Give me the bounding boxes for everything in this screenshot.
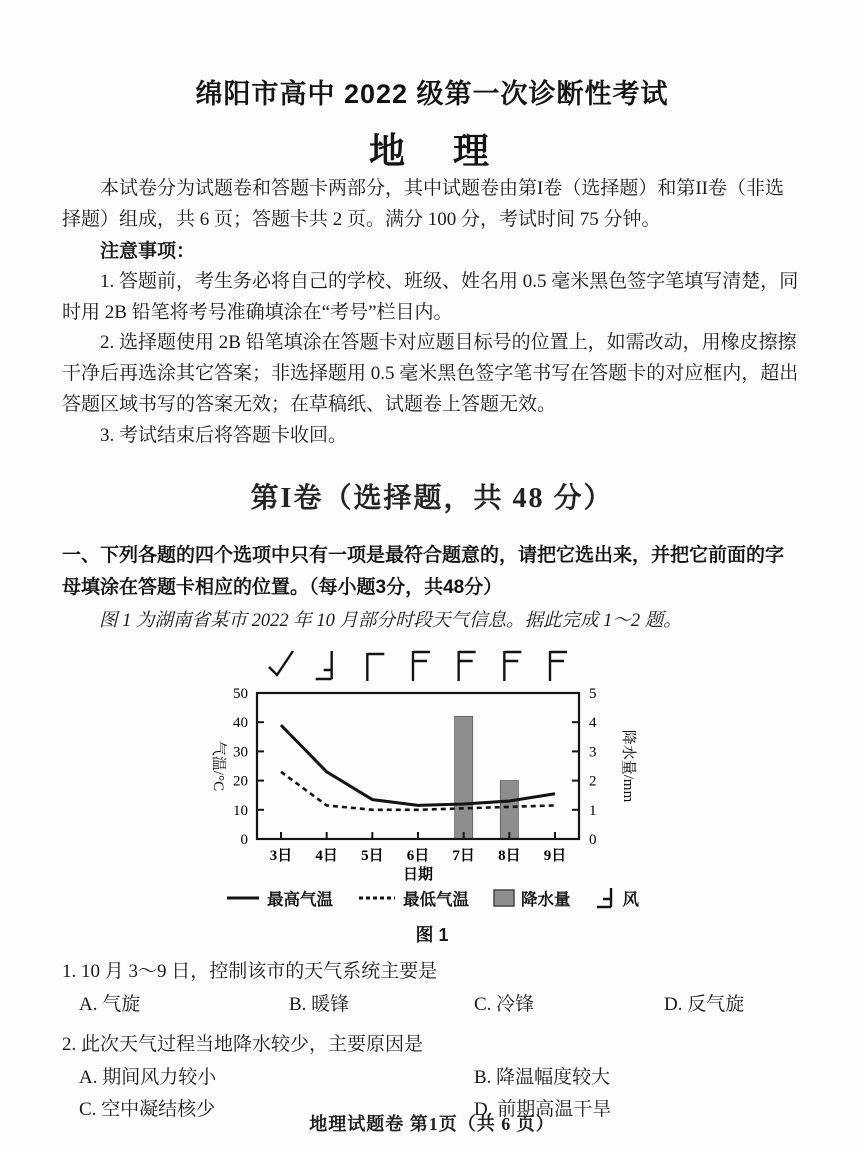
note-item-1: 1. 答题前，考生务必将自己的学校、班级、姓名用 0.5 毫米黑色签字笔填写清楚，同时用 2B 铅笔将考号准确填涂在“考号”栏目内。 [62, 270, 799, 323]
page-footer: 地理试题卷 第1页（共 6 页） [309, 1114, 555, 1134]
svg-text:5: 5 [589, 685, 597, 702]
dashed-line-icon [357, 892, 397, 904]
svg-text:10: 10 [233, 802, 248, 819]
question-1-options [62, 990, 802, 1020]
legend-item-max-temp [225, 886, 333, 910]
svg-text:气温/°C: 气温/°C [210, 740, 226, 791]
svg-text:50: 50 [233, 685, 248, 702]
svg-text:1: 1 [589, 802, 597, 819]
svg-text:0: 0 [240, 831, 248, 848]
question-1-option-c: C. 冷锋 [474, 993, 535, 1015]
svg-text:3: 3 [589, 744, 597, 761]
question-2-option-d: D. 前期高温干旱 [474, 1099, 612, 1121]
svg-text:7日: 7日 [452, 847, 475, 864]
question-2-option-a: A. 期间风力较小 [79, 1066, 217, 1088]
svg-text:40: 40 [233, 714, 248, 731]
svg-text:3日: 3日 [269, 847, 293, 864]
weather-chart-canvas [197, 641, 667, 885]
svg-text:20: 20 [233, 773, 248, 790]
question-1-option-a: A. 气旋 [79, 993, 141, 1015]
svg-text:9日: 9日 [543, 847, 567, 864]
note-item-2: 2. 选择题使用 2B 铅笔填涂在答题卡对应题目标号的位置上，如需改动，用橡皮擦擦干净后再选涂其它答案；非选择题用 0.5 毫米黑色签字笔书写在答题卡的对应框内，超出答题区域书写的答案无效；在草稿纸、试题卷上答题无效。 [62, 332, 799, 415]
intro-paragraph: 本试卷分为试题卷和答题卡两部分，其中试题卷由第I卷（选择题）和第II卷（非选择题）组成，共 6 页；答题卡共 2 页。满分 100 分，考试时间 75 分钟。 [62, 178, 784, 230]
legend-item-precipitation [493, 886, 571, 910]
question-2-stem: 2. 此次天气过程当地降水较少，主要原因是 [62, 1033, 424, 1055]
question-2-option-b: B. 降温幅度较大 [474, 1066, 611, 1088]
svg-text:30: 30 [233, 744, 248, 761]
legend-label: 风 [622, 890, 639, 909]
legend-label: 降水量 [521, 890, 571, 909]
svg-text:日期: 日期 [402, 866, 434, 883]
wind-barb-icon [595, 885, 617, 911]
note-item-3: 3. 考试结束后将答题卡收回。 [100, 424, 348, 446]
question-1-option-d: D. 反气旋 [664, 993, 745, 1015]
figure-1-caption: 图 1 [415, 924, 449, 945]
svg-text:4日: 4日 [315, 847, 338, 864]
legend-item-wind [595, 885, 640, 911]
legend-item-min-temp [357, 886, 469, 910]
solid-line-icon [225, 892, 261, 904]
svg-text:8日: 8日 [498, 847, 521, 864]
question-1-stem: 1. 10 月 3～9 日，控制该市的天气系统主要是 [62, 960, 438, 982]
figure-1-intro: 图 1 为湖南省某市 2022 年 10 月部分时段天气信息。据此完成 1～2 题。 [99, 611, 682, 632]
section-1-title: 第I卷（选择题，共 48 分） [250, 482, 614, 514]
notes-heading: 注意事项： [100, 240, 196, 262]
chart-legend [197, 885, 667, 911]
svg-text:降水量/mm: 降水量/mm [620, 729, 636, 802]
question-2-option-c: C. 空中凝结核少 [79, 1099, 216, 1121]
subject-title: 地 理 [368, 130, 495, 171]
svg-text:4: 4 [589, 714, 597, 731]
question-1-option-b: B. 暖锋 [289, 993, 350, 1015]
svg-text:6日: 6日 [406, 847, 430, 864]
svg-text:5日: 5日 [361, 847, 384, 864]
gray-box-icon [493, 889, 515, 907]
weather-chart-figure [197, 641, 667, 947]
svg-text:0: 0 [589, 831, 597, 848]
svg-text:2: 2 [589, 773, 597, 790]
exam-title: 绵阳市高中 2022 级第一次诊断性考试 [195, 79, 669, 109]
legend-label: 最低气温 [403, 890, 469, 909]
legend-label: 最高气温 [267, 890, 333, 909]
section-1-directions: 一、下列各题的四个选项中只有一项是最符合题意的，请把它选出来，并把它前面的字母填涂在答题卡相应的位置。（每小题3分，共48分） [62, 544, 785, 598]
